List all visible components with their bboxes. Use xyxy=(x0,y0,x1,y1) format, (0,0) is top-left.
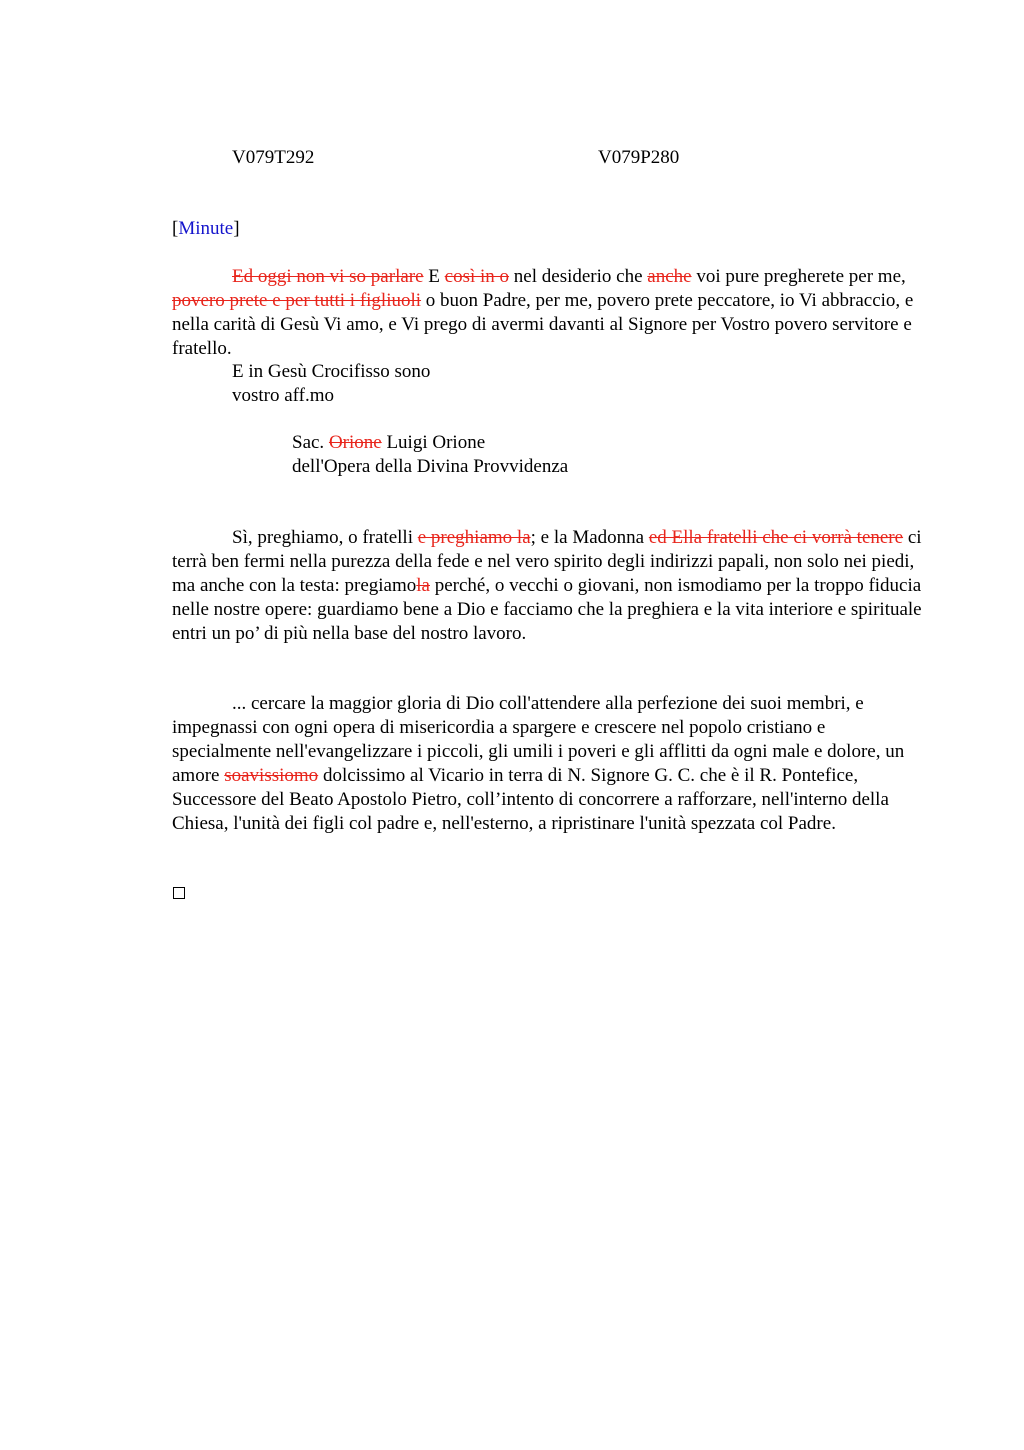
bracket-open: [ xyxy=(172,218,179,239)
paragraph-2 xyxy=(172,526,928,646)
deleted-text: povero prete e per tutti i figliuoli xyxy=(172,290,422,311)
deleted-text: la xyxy=(416,575,430,596)
paragraph-1 xyxy=(172,265,928,361)
deleted-text: soavissiomo xyxy=(224,765,319,786)
deleted-text: così in o xyxy=(444,266,510,287)
paragraph-3 xyxy=(172,692,928,836)
signature-struck: Orione xyxy=(328,432,382,453)
right-code: V079P280 xyxy=(598,147,680,168)
bracket-close: ] xyxy=(233,218,240,239)
signature-prefix: Sac. xyxy=(292,432,329,453)
body-text: perché, o vecchi o giovani, non ismodiamo per la troppo fiducia nelle nostre opere: guardiamo bene a Dio e facciamo che la preghiera e la vita interiore e spirituale entri un po’ di più nella base del nostro lavoro. xyxy=(172,575,922,644)
left-code: V079T292 xyxy=(232,147,315,168)
signature-name: Luigi Orione xyxy=(381,432,486,453)
body-text: o buon Padre, per me, povero prete peccatore, io Vi abbraccio, e nella carità di Gesù Vi amo, e Vi prego di avermi davanti al Signore per Vostro povero servitore e fratello. xyxy=(172,290,914,359)
signature-line-1 xyxy=(292,431,485,455)
checkbox[interactable] xyxy=(173,887,185,899)
body-text: nel desiderio che xyxy=(509,266,648,287)
closing-line-1: E in Gesù Crocifisso sono xyxy=(232,361,431,382)
section-heading xyxy=(172,217,240,241)
body-text: ci terrà ben fermi nella purezza della fede e nel vero spirito degli indirizzi papali, non solo nei piedi, ma anche con la testa: pregiamo xyxy=(172,527,922,596)
body-text: dolcissimo al Vicario in terra di N. Signore G. C. che è il R. Pontefice, Successore del Beato Apostolo Pietro, coll’intento di concorrere a rafforzare, nell'interno della Chiesa, l'unità dei figli col padre e, nell'esterno, a ripristinare l'unità spezzata col Padre. xyxy=(172,765,889,834)
body-text: ... cercare la maggior gloria di Dio coll'attendere alla perfezione dei suoi membri, e impegnassi con ogni opera di misericordia a spargere e crescere nel popolo cristiano e specialmente nell'evangelizzare i piccoli, gli umili i poveri e gli afflitti da ogni male e dolore, un amore xyxy=(172,693,905,786)
deleted-text: anche xyxy=(647,266,692,287)
closing-line-2: vostro aff.mo xyxy=(232,385,335,406)
body-text: E xyxy=(423,266,445,287)
deleted-text: e preghiamo la xyxy=(417,527,531,548)
body-text: Sì, preghiamo, o fratelli xyxy=(232,527,418,548)
minute-link[interactable]: Minute xyxy=(178,218,234,239)
body-text: ; e la Madonna xyxy=(530,527,649,548)
signature-line-2: dell'Opera della Divina Provvidenza xyxy=(292,456,569,477)
body-text: voi pure pregherete per me, xyxy=(691,266,906,287)
deleted-text: Ed oggi non vi so parlare xyxy=(232,266,424,287)
deleted-text: ed Ella fratelli che ci vorrà tenere xyxy=(648,527,904,548)
